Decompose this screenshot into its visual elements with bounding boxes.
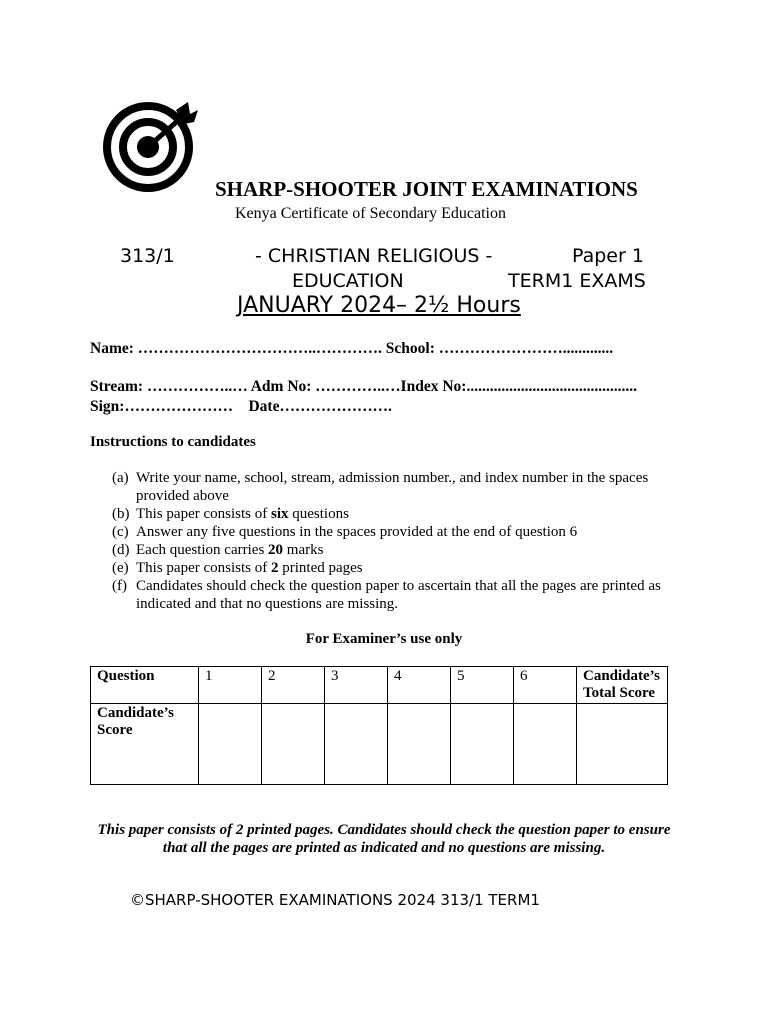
instructions-list (112, 469, 672, 613)
instruction-letter: (f) (112, 578, 127, 594)
instruction-item (112, 469, 672, 505)
term-label: TERM1 EXAMS (508, 270, 646, 292)
instruction-text: Each question carries 20 marks (136, 542, 324, 558)
instruction-text: This paper consists of 2 printed pages (136, 560, 363, 576)
footer-note: This paper consists of 2 printed pages. Candidates should check the question paper to ensure that all the pages are printed as indicated and no questions are missing. (97, 822, 671, 856)
instruction-item (112, 523, 672, 541)
instruction-letter: (b) (112, 506, 130, 522)
score-cell[interactable] (514, 704, 577, 785)
table-row (91, 667, 668, 704)
paper-code: 313/1 (120, 245, 175, 267)
exam-title: SHARP-SHOOTER JOINT EXAMINATIONS (215, 177, 638, 201)
question-number: 5 (451, 667, 514, 704)
question-number: 2 (262, 667, 325, 704)
question-number: 6 (514, 667, 577, 704)
question-number: 3 (325, 667, 388, 704)
score-cell[interactable] (325, 704, 388, 785)
total-score-cell[interactable] (577, 704, 668, 785)
instruction-item (112, 559, 672, 577)
score-table (90, 666, 668, 785)
target-arrow-icon (98, 100, 202, 192)
instructions-heading: Instructions to candidates (90, 434, 256, 450)
question-number: 1 (199, 667, 262, 704)
instruction-item (112, 577, 672, 613)
exam-duration: JANUARY 2024– 2½ Hours (237, 293, 521, 318)
stream-adm-index-field[interactable]: Stream: ……………..… Adm No: …………..…Index No:............................................ (90, 378, 637, 395)
instruction-letter: (c) (112, 524, 129, 540)
examiner-heading: For Examiner’s use only (305, 631, 463, 647)
candidate-score-label: Candidate’s Score (91, 704, 199, 785)
score-cell[interactable] (451, 704, 514, 785)
paper-number: Paper 1 (572, 245, 644, 267)
table-row (91, 704, 668, 785)
score-cell[interactable] (388, 704, 451, 785)
score-cell[interactable] (262, 704, 325, 785)
subject-line-2: EDUCATION (292, 270, 404, 292)
name-school-field[interactable]: Name: ……………………………..…………. School: ……………………............. (90, 340, 614, 357)
instruction-item (112, 505, 672, 523)
instruction-text: Write your name, school, stream, admission number., and index number in the spaces provided above (136, 470, 649, 504)
instruction-text: Answer any five questions in the spaces provided at the end of question 6 (136, 524, 578, 540)
instruction-text: Candidates should check the question paper to ascertain that all the pages are printed as indicated and that no questions are missing. (136, 578, 661, 612)
exam-subtitle: Kenya Certificate of Secondary Education (235, 205, 506, 222)
subject-line-1: - CHRISTIAN RELIGIOUS - (255, 245, 493, 267)
question-number: 4 (388, 667, 451, 704)
copyright-footer: ©SHARP-SHOOTER EXAMINATIONS 2024 313/1 TERM1 (130, 891, 540, 909)
score-cell[interactable] (199, 704, 262, 785)
instruction-text: This paper consists of six questions (136, 506, 349, 522)
sign-date-field[interactable]: Sign:………………… Date…………………. (90, 398, 392, 415)
question-header: Question (91, 667, 199, 704)
instruction-letter: (e) (112, 560, 129, 576)
instruction-letter: (a) (112, 470, 129, 486)
instruction-item (112, 541, 672, 559)
total-score-header: Candidate’s Total Score (577, 667, 668, 704)
instruction-letter: (d) (112, 542, 130, 558)
